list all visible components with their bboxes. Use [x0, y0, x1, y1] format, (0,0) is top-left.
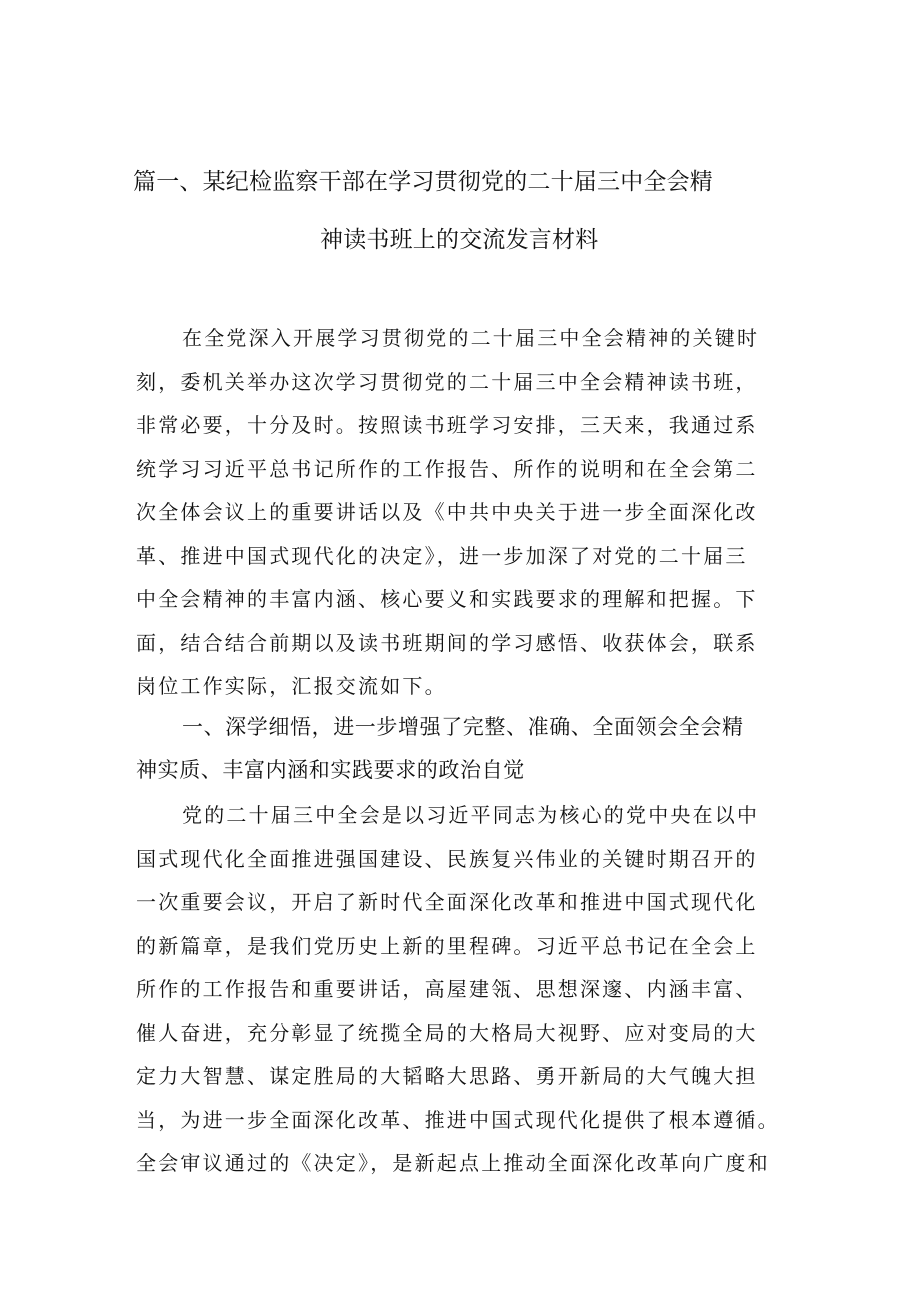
paragraph-line: 岗位工作实际，汇报交流如下。 — [136, 674, 447, 698]
paragraph-line: 当，为进一步全面深化改革、推进中国式现代化提供了根本遵循。 — [136, 1107, 780, 1132]
heading-line: 神实质、丰富内涵和实践要求的政治自觉 — [136, 758, 525, 782]
document-title-line-1: 篇一、某纪检监察干部在学习贯彻党的二十届三中全会精 — [133, 169, 713, 195]
paragraph-line: 革、推进中国式现代化的决定》，进一步加深了对党的二十届三 — [136, 543, 748, 568]
paragraph-line: 国式现代化全面推进强国建设、民族复兴伟业的关键时期召开的 — [136, 846, 758, 871]
section-heading-1 — [136, 706, 800, 792]
paragraph-line: 全会审议通过的《决定》，是新起点上推动全面深化改革向广度和 — [136, 1151, 770, 1175]
paragraph-line: 非常必要，十分及时。按照读书班学习安排，三天来，我通过系 — [136, 413, 758, 437]
paragraph-line: 中全会精神的丰富内涵、核心要义和实践要求的理解和把握。下 — [136, 587, 758, 611]
document-title-line-2: 神读书班上的交流发言材料 — [320, 227, 599, 253]
paragraph-section-1 — [136, 794, 796, 1186]
paragraph-line: 在全党深入开展学习贯彻党的二十届三中全会精神的关键时 — [182, 326, 760, 350]
paragraph-line: 次全体会议上的重要讲话以及《中共中央关于进一步全面深化改 — [136, 500, 758, 524]
paragraph-line: 的新篇章，是我们党历史上新的里程碑。习近平总书记在全会上 — [136, 933, 758, 958]
heading-line: 一、深学细悟，进一步增强了完整、准确、全面领会全会精 — [182, 715, 744, 739]
paragraph-intro — [136, 317, 796, 709]
paragraph-line: 刻，委机关举办这次学习贯彻党的二十届三中全会精神读书班， — [136, 369, 758, 394]
paragraph-line: 定力大智慧、谋定胜局的大韬略大思路、勇开新局的大气魄大担 — [136, 1064, 758, 1088]
paragraph-line: 一次重要会议，开启了新时代全面深化改革和推进中国式现代化 — [136, 890, 758, 914]
paragraph-line: 面，结合结合前期以及读书班期间的学习感悟、收获体会，联系 — [136, 630, 758, 655]
paragraph-line: 党的二十届三中全会是以习近平同志为核心的党中央在以中 — [182, 803, 760, 827]
paragraph-line: 催人奋进，充分彰显了统揽全局的大格局大视野、应对变局的大 — [136, 1020, 758, 1045]
paragraph-line: 所作的工作报告和重要讲话，高屋建瓴、思想深邃、内涵丰富、 — [136, 977, 758, 1001]
paragraph-line: 统学习习近平总书记所作的工作报告、所作的说明和在全会第二 — [136, 456, 758, 481]
